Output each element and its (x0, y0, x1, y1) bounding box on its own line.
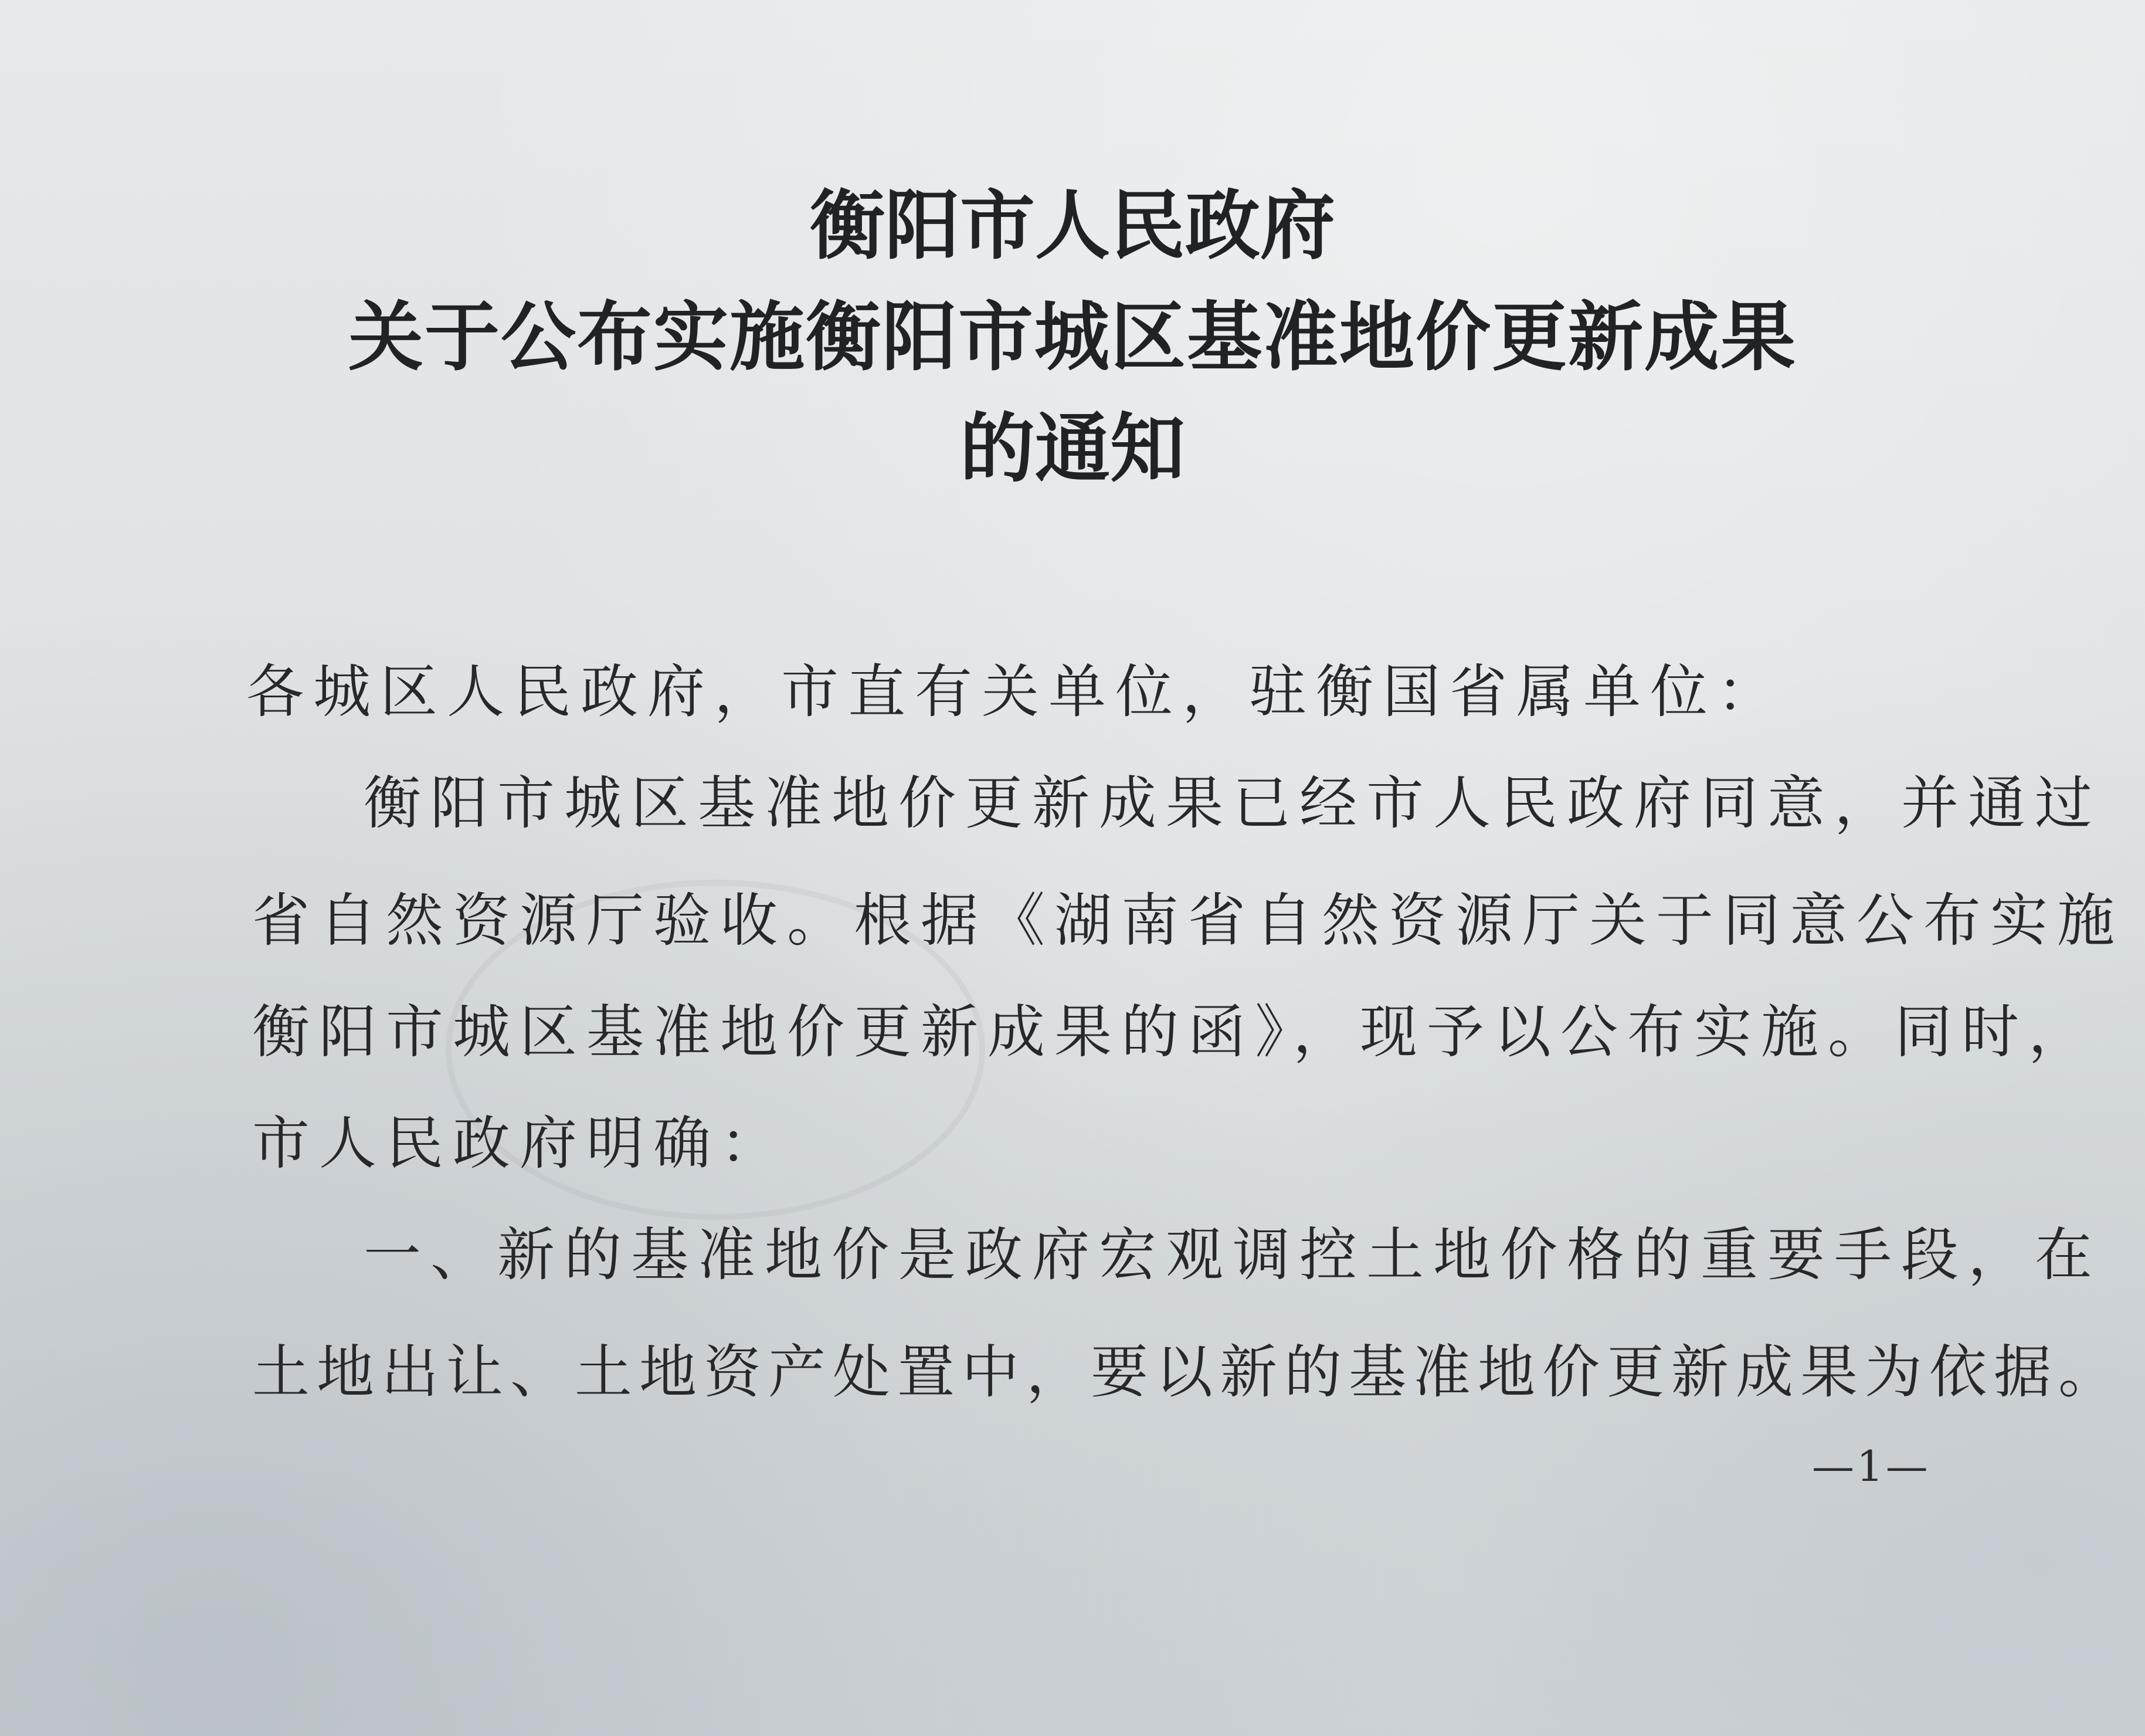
paragraph-2-line-1: 一、新的基准地价是政府宏观调控土地价格的重要手段，在 (364, 1222, 2102, 1289)
salutation: 各城区人民政府，市直有关单位，驻衡国省属单位： (246, 659, 1784, 725)
paragraph-2-line-2: 土地出让、土地资产处置中，要以新的基准地价更新成果为依据。 (252, 1339, 2123, 1406)
document-title-line-3: 的通知 (959, 405, 1185, 493)
paragraph-1-line-1: 衡阳市城区基准地价更新成果已经市人民政府同意，并通过 (364, 770, 2102, 837)
document-title-line-1: 衡阳市人民政府 (809, 182, 1335, 270)
paragraph-1-line-2: 省自然资源厅验收。根据《湖南省自然资源厅关于同意公布实施 (252, 887, 2124, 954)
paragraph-1-line-4: 市人民政府明确： (252, 1110, 788, 1177)
page-number: —1— (1812, 1442, 1930, 1491)
document-title-line-2: 关于公布实施衡阳市城区基准地价更新成果 (348, 293, 1797, 381)
paragraph-1-line-3: 衡阳市城区基准地价更新成果的函》，现予以公布实施。同时， (252, 999, 2096, 1066)
